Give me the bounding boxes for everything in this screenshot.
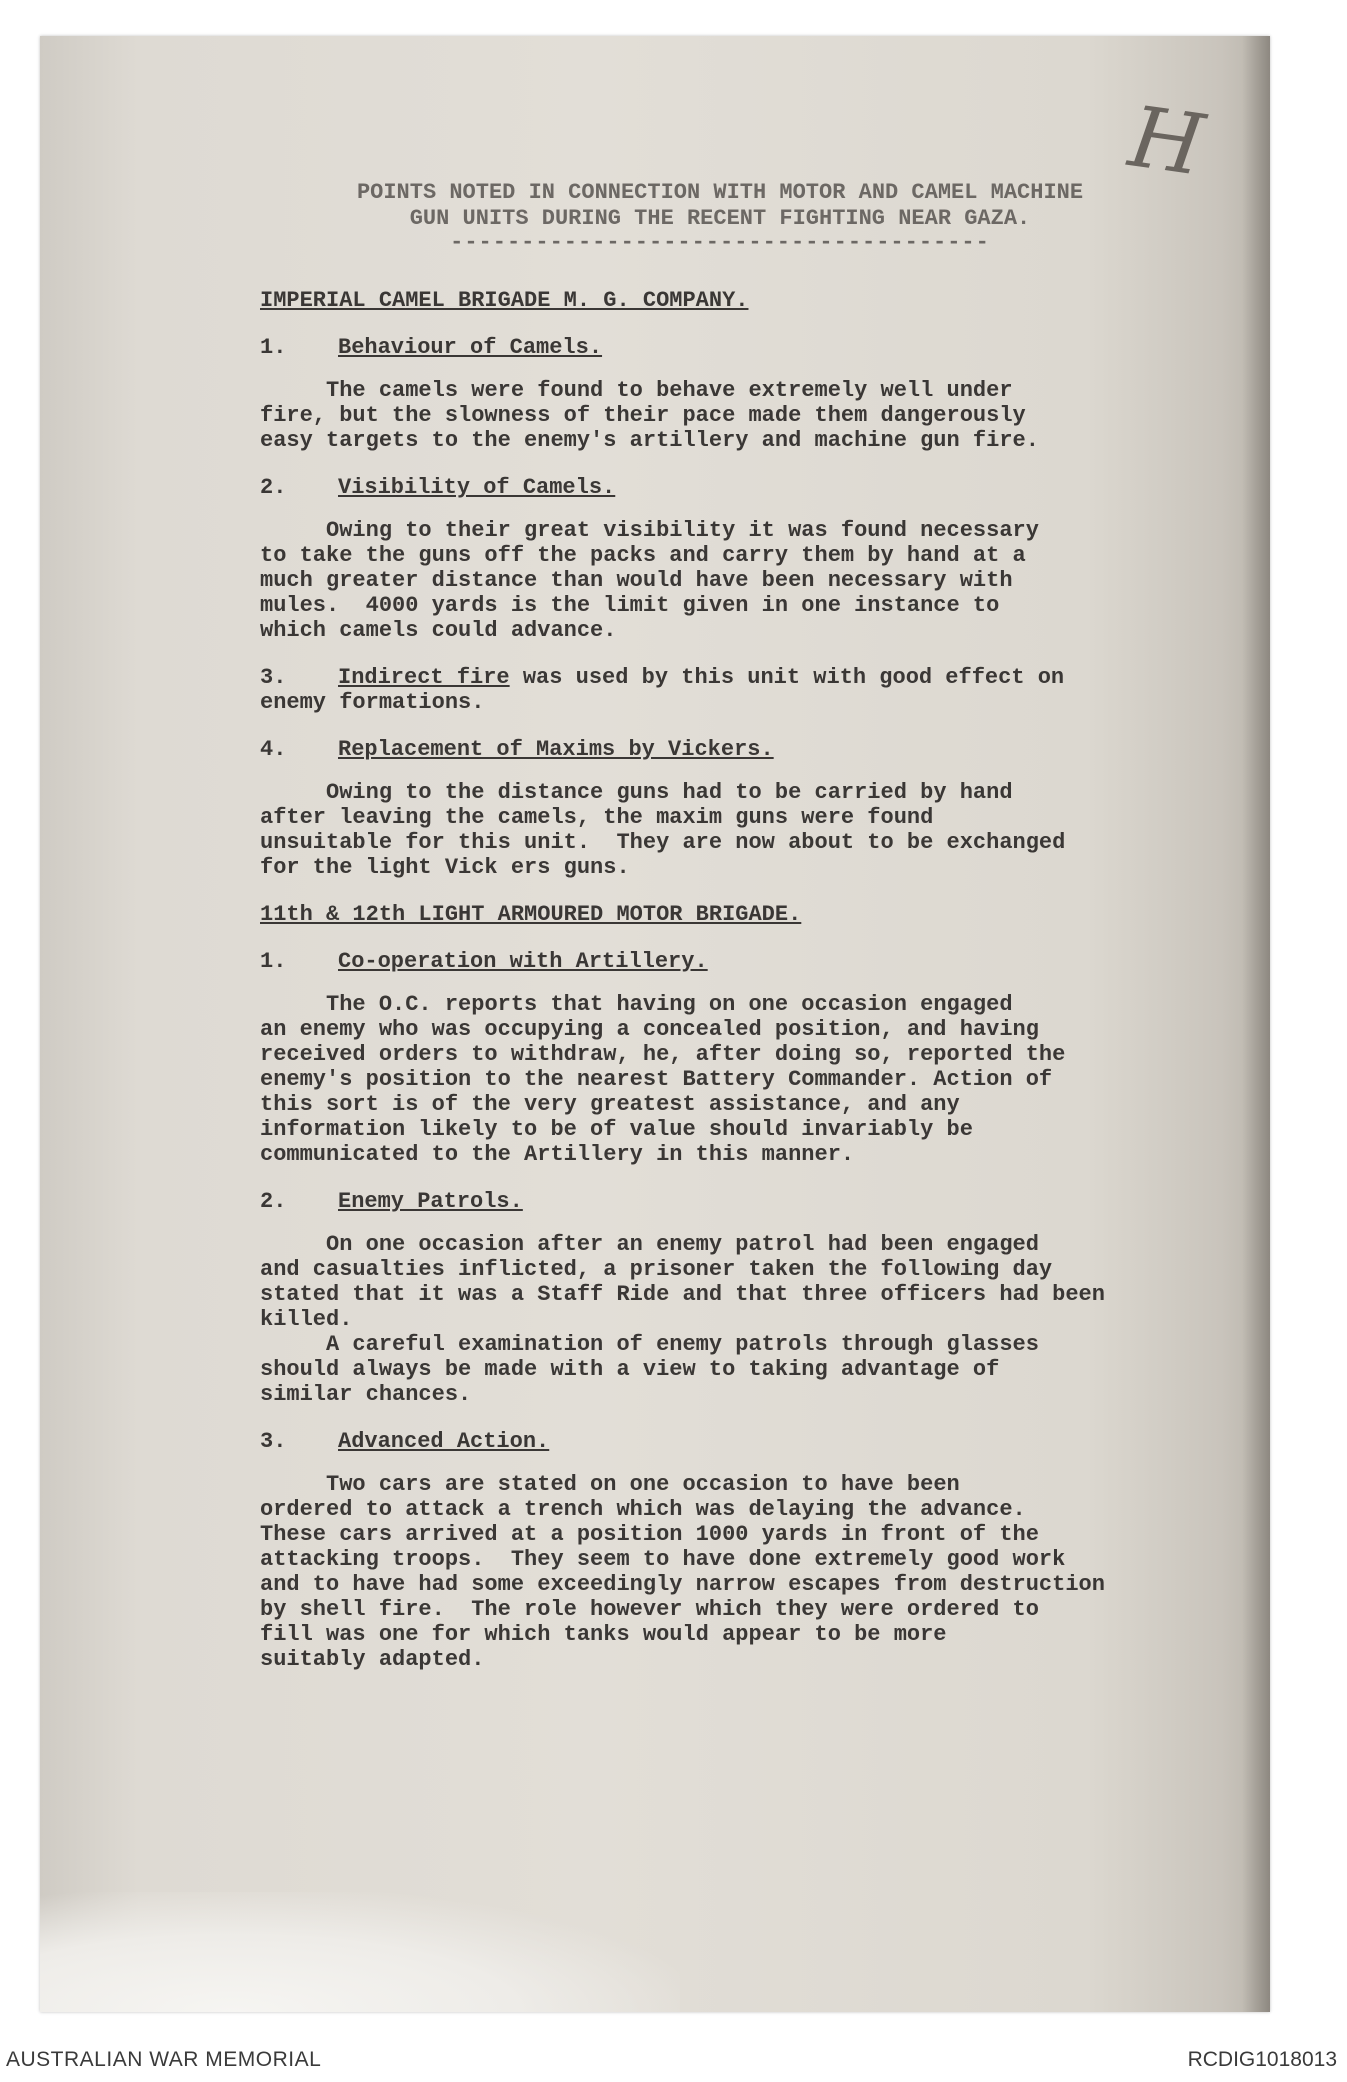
page-shadow-edge (1242, 36, 1270, 2012)
item-heading (260, 1189, 1240, 1214)
document-body (260, 180, 1240, 1694)
item-title: Indirect fire (338, 665, 510, 690)
item-heading (260, 949, 1240, 974)
item-heading (260, 1429, 1240, 1454)
item-heading (260, 335, 1240, 360)
item-body: The O.C. reports that having on one occasion engaged an enemy who was occupying a concealed position, and having received orders to withdraw, he, after doing so, reported the enemy's position to the nearest Battery Commander. Action of this sort is of the very greatest assistance, and any information likely to be of value should invariably be communicated to the Artillery in this manner. (260, 992, 1066, 1167)
item-title: Behaviour of Camels. (338, 335, 603, 360)
item-title: Enemy Patrols. (338, 1189, 523, 1214)
item-number: 2. (260, 475, 287, 500)
item-number: 2. (260, 1189, 287, 1214)
title-rule: -------------------------------------- (450, 230, 990, 255)
item-body: The camels were found to behave extremely well under fire, but the slowness of their pace made them dangerously easy targets to the enemy's artillery and machine gun fire. (260, 378, 1039, 453)
item-body: Owing to the distance guns had to be carried by hand after leaving the camels, the maxim guns were found unsuitable for this unit. They are now about to be exchanged for the light Vick ers guns. (260, 780, 1066, 880)
section-heading-motor: 11th & 12th LIGHT ARMOURED MOTOR BRIGADE. (260, 902, 802, 927)
item-number: 1. (260, 949, 287, 974)
handwritten-mark: H (1123, 87, 1210, 195)
item-heading (260, 737, 1240, 762)
item-number: 3. (260, 1429, 287, 1454)
item-number: 3. (260, 665, 287, 690)
title-line-2: GUN UNITS DURING THE RECENT FIGHTING NEAR GAZA. (409, 206, 1031, 231)
footer-record-id: RCDIG1018013 (1187, 2048, 1337, 2071)
item-body: Two cars are stated on one occasion to have been ordered to attack a trench which was delaying the advance. These cars arrived at a position 1000 yards in front of the attacking troops. They seem to have done extremely good work and to have had some exceedingly narrow escapes from destruction by shell fire. The role however which they were ordered to fill was one for which tanks would appear to be more suitably adapted. (260, 1472, 1105, 1672)
item-inline-text: was used by this unit with good effect on enemy formations. (260, 665, 1065, 715)
item-heading (260, 475, 1240, 500)
section-heading-camel: IMPERIAL CAMEL BRIGADE M. G. COMPANY. (260, 288, 749, 313)
item-title: Visibility of Camels. (338, 475, 616, 500)
item-body: On one occasion after an enemy patrol had been engaged and casualties inflicted, a prisoner taken the following day stated that it was a Staff Ride and that three officers had been killed. A careful examination of enemy patrols through glasses should always be made with a view to taking advantage of similar chances. (260, 1232, 1105, 1407)
item-title: Replacement of Maxims by Vickers. (338, 737, 774, 762)
item-heading-inline (260, 665, 1240, 715)
torn-corner (40, 1892, 680, 2012)
item-number: 1. (260, 335, 287, 360)
document-title (200, 180, 1240, 232)
item-body: Owing to their great visibility it was found necessary to take the guns off the packs and carry them by hand at a much greater distance than would have been necessary with mules. 4000 yards is the limit given in one instance to which camels could advance. (260, 518, 1039, 643)
item-title: Advanced Action. (338, 1429, 550, 1454)
title-line-1: POINTS NOTED IN CONNECTION WITH MOTOR AND CAMEL MACHINE (356, 180, 1084, 205)
item-title: Co-operation with Artillery. (338, 949, 708, 974)
footer-archive-name: AUSTRALIAN WAR MEMORIAL (6, 2048, 322, 2071)
item-number: 4. (260, 737, 287, 762)
